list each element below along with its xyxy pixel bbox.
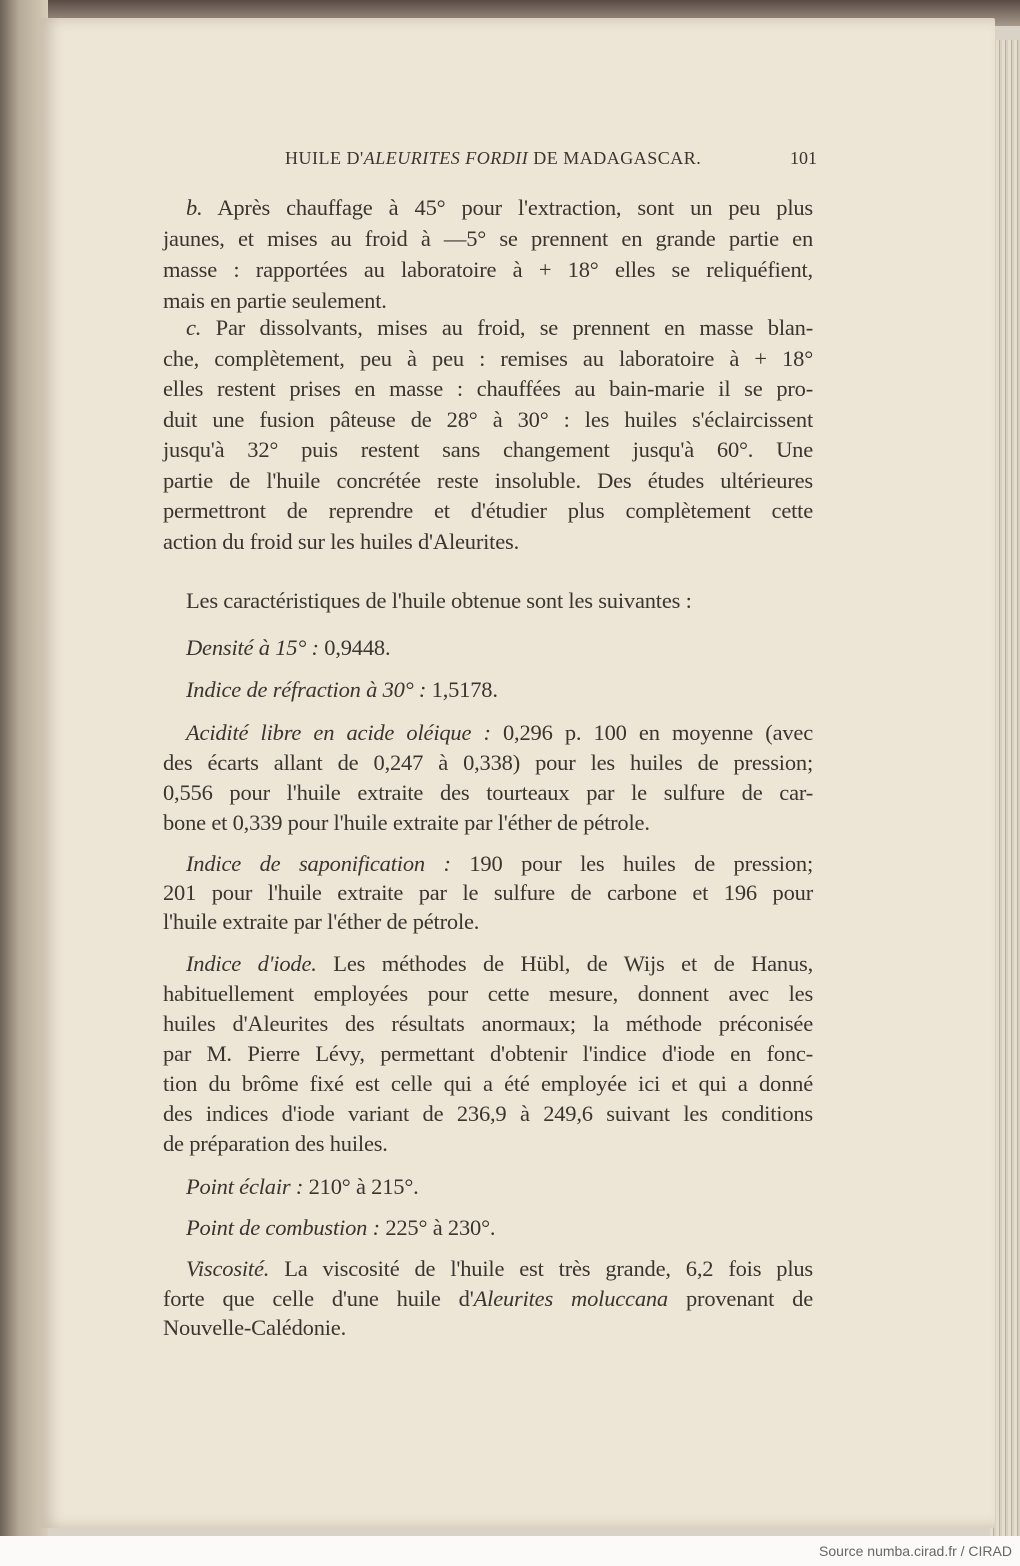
- italic-text: b.: [186, 195, 203, 220]
- text-line: [186, 588, 813, 614]
- text-segment: 0,9448.: [318, 635, 391, 660]
- italic-text: Indice de réfraction à 30° :: [186, 677, 427, 702]
- text-segment: des écarts allant de 0,247 à 0,338) pour les huiles de pression;: [163, 750, 813, 775]
- text-line: [163, 1041, 813, 1067]
- text-segment: che, complètement, peu à peu : remises au laboratoire à + 18°: [163, 345, 813, 371]
- text-segment: habituellement employées pour cette mesure, donnent avec les: [163, 981, 813, 1006]
- text-segment: jaunes, et mises au froid à —5° se prennent en grande partie en: [163, 226, 813, 251]
- italic-text: Indice de saponification :: [186, 851, 451, 876]
- text-line: [186, 851, 813, 877]
- text-segment: provenant de: [667, 1285, 814, 1311]
- text-line: [186, 1256, 813, 1282]
- text-line: [186, 195, 813, 221]
- text-segment: Par dissolvants, mises au froid, se prennent en masse blan-: [201, 315, 813, 340]
- text-segment: l'huile extraite par l'éther de pétrole.: [163, 909, 480, 934]
- text-segment: tion du brôme fixé est celle qui a été employée ici et qui a donné: [163, 1071, 813, 1096]
- text-line: [163, 1315, 813, 1341]
- text-line: [163, 226, 813, 252]
- text-segment: 201 pour l'huile extraite par le sulfure de carbone et 196 pour: [163, 880, 813, 905]
- text-line: [163, 810, 813, 836]
- text-line: [163, 376, 813, 402]
- text-line: [163, 407, 813, 433]
- text-line: [186, 951, 813, 977]
- running-head-post: DE MADAGASCAR.: [528, 148, 702, 168]
- text-segment: mais en partie seulement.: [163, 288, 387, 313]
- text-line: [163, 529, 813, 555]
- text-line: [186, 677, 813, 703]
- source-credit: Source numba.cirad.fr / CIRAD: [819, 1543, 1012, 1559]
- text-line: [186, 635, 813, 661]
- italic-text: Acidité libre en acide oléique :: [186, 720, 491, 745]
- text-segment: masse : rapportées au laboratoire à + 18° elles se reliquéfient,: [163, 257, 813, 282]
- text-segment: 0,296 p. 100 en moyenne (avec: [490, 720, 813, 745]
- italic-text: Viscosité.: [186, 1256, 270, 1281]
- italic-text: Densité à 15° :: [186, 635, 319, 660]
- text-line: [186, 1174, 813, 1200]
- text-segment: partie de l'huile concrétée reste insoluble. Des études ultérieures: [163, 467, 813, 493]
- italic-text: c.: [186, 315, 202, 340]
- text-segment: huiles d'Aleurites des résultats anormaux; la méthode préconisée: [163, 1011, 813, 1036]
- text-line: [186, 1215, 813, 1241]
- text-segment: 0,556 pour l'huile extraite des tourteaux par le sulfure de car-: [163, 780, 813, 805]
- text-line: [163, 780, 813, 806]
- text-line: [163, 437, 813, 463]
- running-head-pre: HUILE D': [285, 148, 364, 168]
- italic-text: Indice d'iode.: [186, 951, 317, 976]
- text-line: [163, 1011, 813, 1037]
- italic-text: Point de combustion :: [186, 1215, 380, 1240]
- text-segment: 225° à 230°.: [379, 1215, 496, 1240]
- text-segment: des indices d'iode variant de 236,9 à 249,6 suivant les conditions: [163, 1101, 813, 1126]
- text-line: [163, 880, 813, 906]
- text-line: [163, 257, 813, 283]
- text-segment: 190 pour les huiles de pression;: [450, 851, 813, 876]
- text-segment: duit une fusion pâteuse de 28° à 30° : les huiles s'éclaircissent: [163, 406, 813, 432]
- text-segment: Les caractéristiques de l'huile obtenue sont les suivantes :: [186, 588, 692, 613]
- italic-text: Aleurites moluccana: [473, 1285, 668, 1311]
- text-segment: jusqu'à 32° puis restent sans changement jusqu'à 60°. Une: [163, 437, 813, 462]
- text-segment: Nouvelle-Calédonie.: [163, 1315, 347, 1340]
- page-number: 101: [790, 148, 817, 168]
- text-line: [186, 315, 813, 341]
- running-head-italic: ALEURITES FORDII: [363, 148, 529, 168]
- text-line: [163, 468, 813, 494]
- text-line: [163, 346, 813, 372]
- text-segment: 210° à 215°.: [303, 1174, 419, 1199]
- text-line: [186, 720, 813, 746]
- text-segment: elles restent prises en masse : chauffées au bain-marie il se pro-: [163, 376, 813, 401]
- text-segment: Les méthodes de Hübl, de Wijs et de Hanus,: [316, 951, 814, 976]
- text-line: [163, 1071, 813, 1097]
- text-segment: permettront de reprendre et d'étudier plus complètement cette: [163, 498, 813, 523]
- text-segment: 1,5178.: [426, 677, 498, 702]
- text-line: [163, 288, 813, 314]
- text-line: [163, 1131, 813, 1157]
- text-line: [163, 1286, 813, 1312]
- text-line: [163, 498, 813, 524]
- text-segment: bone et 0,339 pour l'huile extraite par l'éther de pétrole.: [163, 810, 650, 835]
- text-segment: Après chauffage à 45° pour l'extraction, sont un peu plus: [202, 195, 813, 220]
- text-segment: forte que celle d'une huile d': [163, 1285, 474, 1311]
- running-head: [285, 148, 701, 169]
- italic-text: Point éclair :: [186, 1174, 304, 1199]
- text-line: [163, 750, 813, 776]
- text-segment: action du froid sur les huiles d'Aleurites.: [163, 528, 520, 554]
- text-segment: de préparation des huiles.: [163, 1131, 388, 1156]
- text-segment: par M. Pierre Lévy, permettant d'obtenir l'indice d'iode en fonc-: [163, 1041, 813, 1066]
- text-line: [163, 909, 813, 935]
- text-segment: La viscosité de l'huile est très grande, 6,2 fois plus: [269, 1256, 813, 1281]
- text-line: [163, 1101, 813, 1127]
- text-line: [163, 981, 813, 1007]
